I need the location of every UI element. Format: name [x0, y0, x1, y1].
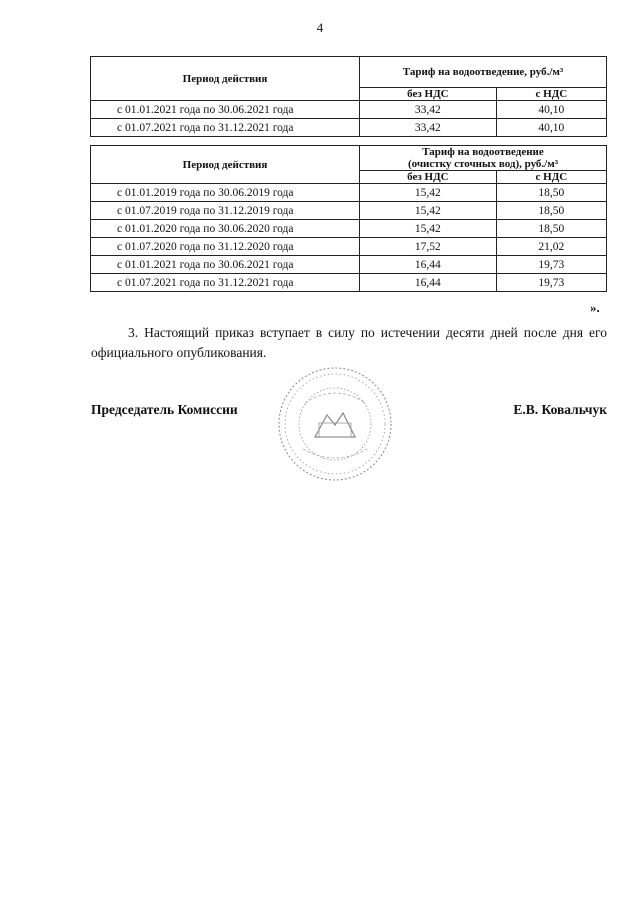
signatory-title: Председатель Комиссии: [91, 402, 238, 417]
page-number: 4: [316, 20, 324, 35]
table-row: [91, 238, 607, 256]
official-seal-stamp: [275, 363, 395, 485]
tariff-table-wastewater: [90, 56, 607, 137]
header-period: Период действия: [91, 146, 360, 184]
without-vat-cell: 16,44: [360, 274, 497, 292]
header-tariff-line2: (очистку сточных вод), руб./м³: [407, 158, 559, 170]
without-vat-cell: 15,42: [360, 202, 497, 220]
with-vat-cell: 18,50: [496, 220, 606, 238]
with-vat-cell: 18,50: [496, 184, 606, 202]
table-row: [91, 184, 607, 202]
signature-block: [91, 402, 607, 422]
table-row: [91, 274, 607, 292]
without-vat-cell: 17,52: [360, 238, 497, 256]
header-with-vat: с НДС: [496, 171, 606, 184]
without-vat-cell: 15,42: [360, 220, 497, 238]
header-tariff: [360, 146, 607, 171]
table-row: [91, 101, 607, 119]
tariff-table-wastewater-treatment: [90, 145, 607, 292]
header-period: Период действия: [91, 57, 360, 101]
paragraph-3: 3. Настоящий приказ вступает в силу по истечении десяти дней после дня его официального опубликования.: [91, 325, 607, 360]
header-without-vat: без НДС: [360, 171, 497, 184]
with-vat-cell: 19,73: [496, 274, 606, 292]
period-cell: с 01.01.2019 года по 30.06.2019 года: [91, 184, 360, 202]
without-vat-cell: 16,44: [360, 256, 497, 274]
with-vat-cell: 19,73: [496, 256, 606, 274]
with-vat-cell: 40,10: [496, 119, 606, 137]
without-vat-cell: 15,42: [360, 184, 497, 202]
header-tariff-line1: Тариф на водоотведение: [422, 146, 544, 158]
period-cell: с 01.01.2021 года по 30.06.2021 года: [91, 256, 360, 274]
header-without-vat: без НДС: [360, 88, 497, 101]
without-vat-cell: 33,42: [360, 101, 497, 119]
header-with-vat: с НДС: [496, 88, 606, 101]
period-cell: с 01.01.2021 года по 30.06.2021 года: [91, 101, 360, 119]
closing-quote: ».: [590, 300, 600, 315]
with-vat-cell: 18,50: [496, 202, 606, 220]
table-row: [91, 220, 607, 238]
header-tariff: Тариф на водоотведение, руб./м³: [360, 57, 607, 88]
period-cell: с 01.07.2021 года по 31.12.2021 года: [91, 119, 360, 137]
signatory-name: Е.В. Ковальчук: [513, 402, 607, 417]
table-row: [91, 202, 607, 220]
table-row: [91, 256, 607, 274]
period-cell: с 01.07.2019 года по 31.12.2019 года: [91, 202, 360, 220]
without-vat-cell: 33,42: [360, 119, 497, 137]
with-vat-cell: 40,10: [496, 101, 606, 119]
period-cell: с 01.07.2020 года по 31.12.2020 года: [91, 238, 360, 256]
with-vat-cell: 21,02: [496, 238, 606, 256]
table-row: [91, 119, 607, 137]
period-cell: с 01.07.2021 года по 31.12.2021 года: [91, 274, 360, 292]
period-cell: с 01.01.2020 года по 30.06.2020 года: [91, 220, 360, 238]
